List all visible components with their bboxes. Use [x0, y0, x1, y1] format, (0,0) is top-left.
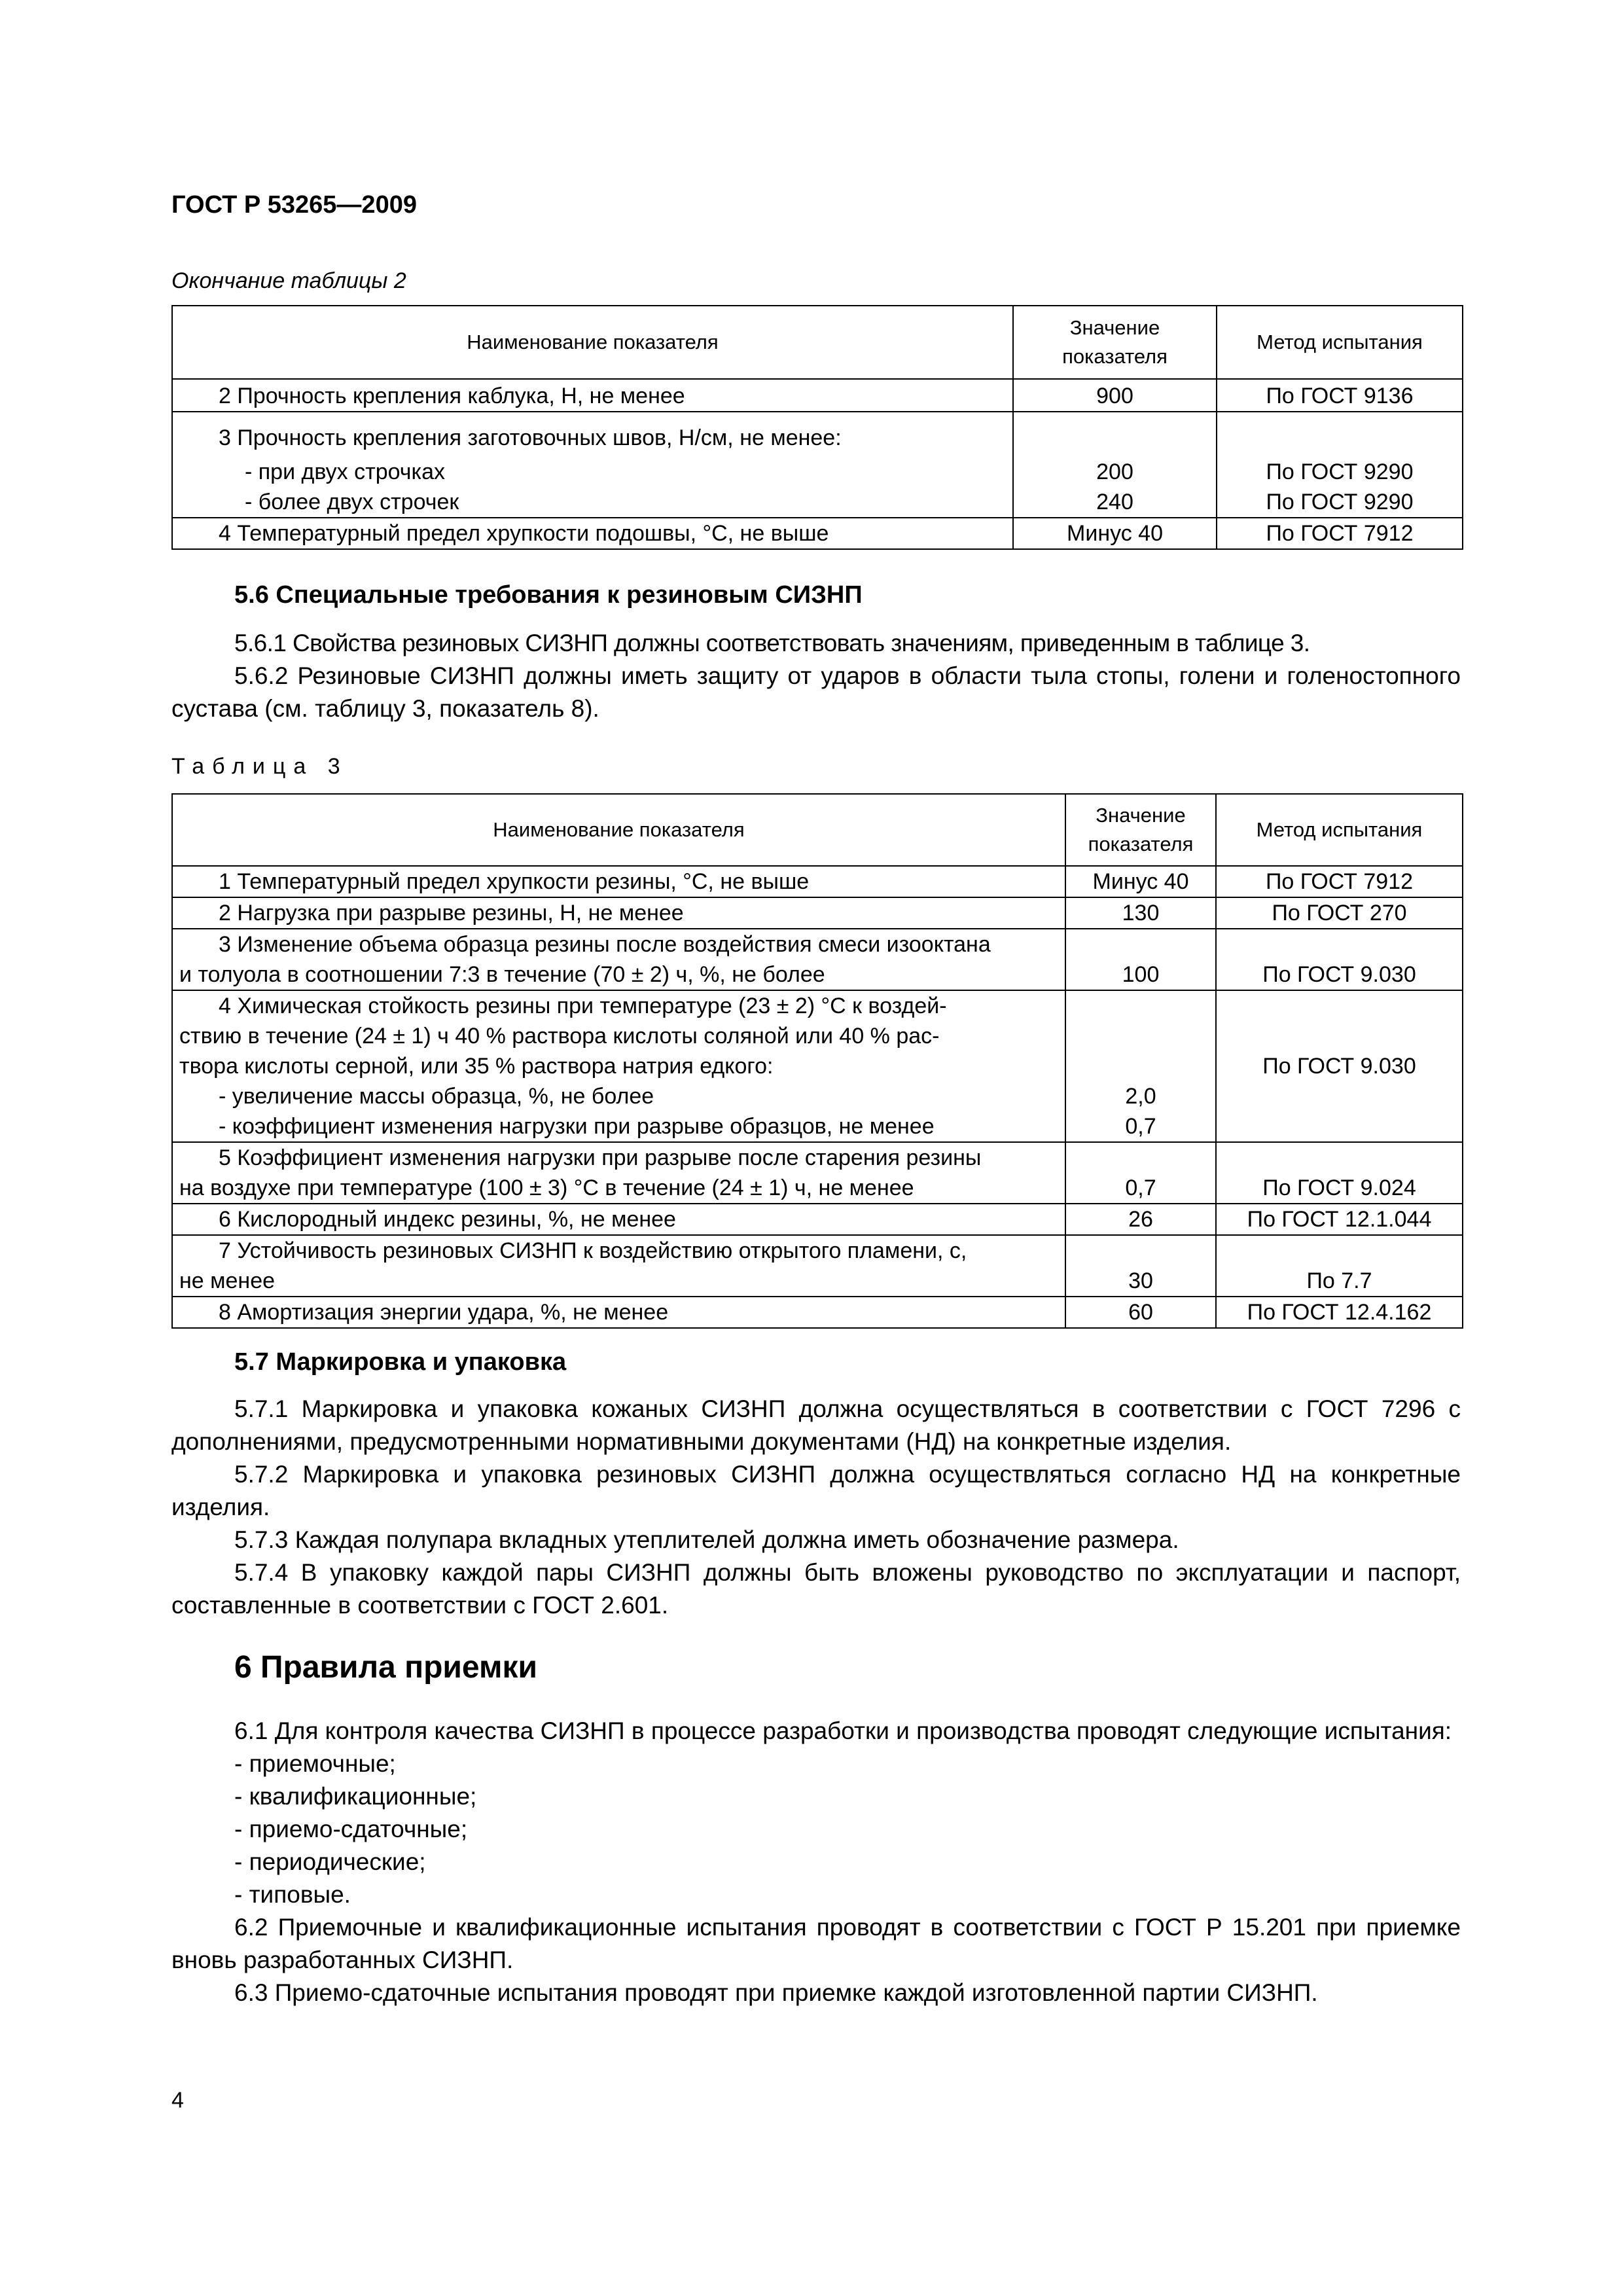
table2-col-value: Значение показателя	[1013, 306, 1217, 379]
table3-col-name: Наименование показателя	[172, 794, 1065, 866]
paragraph: 5.6.2 Резиновые СИЗНП должны иметь защиту от ударов в области тыла стопы, голени и голеностопного сустава (см. таблицу 3, показатель 8).	[171, 662, 1461, 722]
table-row	[172, 990, 1463, 1142]
page-number: 4	[171, 2088, 184, 2113]
row-name: 3 Прочность крепления заготовочных швов, Н/см, не менее:	[219, 425, 842, 450]
section-5-7-title: 5.7 Маркировка и упаковка	[234, 1348, 567, 1376]
paragraph: 5.6.1 Свойства резиновых СИЗНП должны соответствовать значениям, приведенным в таблице 3.	[234, 630, 1310, 656]
section-6-title: 6 Правила приемки	[234, 1650, 538, 1685]
section-5-6-body	[171, 627, 1461, 725]
table2-col-name: Наименование показателя	[172, 306, 1013, 379]
row-name: 4 Температурный предел хрупкости подошвы, °С, не выше	[219, 521, 829, 546]
row-method: По ГОСТ 12.1.044	[1216, 1204, 1463, 1235]
row-method: По ГОСТ 9.024	[1216, 1142, 1463, 1204]
section-5-7-body	[171, 1393, 1461, 1622]
row-subitem: - коэффициент изменения нагрузки при разрыве образцов, не менее	[219, 1114, 935, 1139]
table3-caption: Таблица 3	[171, 754, 348, 779]
table2-caption: Окончание таблицы 2	[171, 268, 406, 293]
row-name-line: 4 Химическая стойкость резины при температуре (23 ± 2) °С к воздей-	[219, 994, 947, 1018]
table-row	[172, 518, 1463, 549]
row-subitem: - при двух строчках	[245, 459, 446, 484]
row-method: По 7.7	[1216, 1235, 1463, 1297]
table-row	[172, 1142, 1463, 1204]
paragraph: 5.7.1 Маркировка и упаковка кожаных СИЗНП должна осуществляться в соответствии с ГОСТ 7296 с дополнениями, предусмотренными нормативными документами (НД) на конкретные изделия.	[171, 1395, 1461, 1455]
row-method: По ГОСТ 12.4.162	[1216, 1297, 1463, 1328]
row-method: По ГОСТ 7912	[1216, 866, 1463, 897]
table-row	[172, 897, 1463, 929]
table2-header-row	[172, 306, 1463, 379]
table2-col-method: Метод испытания	[1217, 306, 1463, 379]
row-value: Минус 40	[1013, 518, 1217, 549]
row-subitem: - увеличение массы образца, %, не более	[219, 1084, 654, 1109]
row-name-line: не менее	[179, 1268, 276, 1293]
row-name-line: 3 Изменение объема образца резины после воздействия смеси изооктана	[219, 932, 991, 957]
paragraph: 6.1 Для контроля качества СИЗНП в процессе разработки и производства проводят следующие испытания:	[234, 1717, 1452, 1744]
row-name: 2 Нагрузка при разрыве резины, Н, не менее	[219, 901, 684, 925]
section-5-6-title: 5.6 Специальные требования к резиновым СИЗНП	[234, 581, 863, 609]
paragraph: 6.2 Приемочные и квалификационные испытания проводят в соответствии с ГОСТ Р 15.201 при приемке вновь разработанных СИЗНП.	[171, 1914, 1461, 1973]
row-value: 200	[1096, 459, 1133, 484]
table-row	[172, 1235, 1463, 1297]
row-name: 1 Температурный предел хрупкости резины, °С, не выше	[219, 869, 810, 894]
table-row	[172, 412, 1463, 518]
row-name-line: 7 Устойчивость резиновых СИЗНП к воздействию открытого пламени, с,	[219, 1238, 967, 1263]
row-name: 6 Кислородный индекс резины, %, не менее	[219, 1207, 676, 1232]
row-subitem: - более двух строчек	[245, 490, 459, 514]
row-name: 8 Амортизация энергии удара, %, не менее	[219, 1300, 669, 1325]
row-name-line: 5 Коэффициент изменения нагрузки при разрыве после старения резины	[219, 1145, 982, 1170]
row-value: 100	[1065, 929, 1216, 990]
row-method: По ГОСТ 9.030	[1216, 929, 1463, 990]
table3	[171, 793, 1463, 1329]
paragraph: 5.7.3 Каждая полупара вкладных утеплителей должна иметь обозначение размера.	[234, 1526, 1179, 1553]
table-row	[172, 866, 1463, 897]
row-name-line: ствию в течение (24 ± 1) ч 40 % раствора кислоты соляной или 40 % рас-	[179, 1024, 940, 1049]
row-name-line: твора кислоты серной, или 35 % раствора натрия едкого:	[179, 1054, 774, 1079]
row-value: 900	[1013, 379, 1217, 412]
row-value: 240	[1096, 490, 1133, 514]
table3-header-row	[172, 794, 1463, 866]
row-value: 2,0	[1125, 1084, 1156, 1109]
row-name-line: на воздухе при температуре (100 ± 3) °С в течение (24 ± 1) ч, не менее	[179, 1175, 914, 1200]
row-method: По ГОСТ 7912	[1217, 518, 1463, 549]
list-item: - квалификационные;	[234, 1783, 477, 1810]
row-method: По ГОСТ 9290	[1266, 459, 1414, 484]
table3-col-method: Метод испытания	[1216, 794, 1463, 866]
row-method: По ГОСТ 9.030	[1216, 990, 1463, 1142]
table-row	[172, 379, 1463, 412]
list-item: - типовые.	[234, 1881, 351, 1908]
row-method: По ГОСТ 9136	[1217, 379, 1463, 412]
row-method: По ГОСТ 9290	[1266, 490, 1414, 514]
row-value: 0,7	[1125, 1114, 1156, 1139]
row-value: Минус 40	[1065, 866, 1216, 897]
table-row	[172, 929, 1463, 990]
row-value: 60	[1065, 1297, 1216, 1328]
row-value: 26	[1065, 1204, 1216, 1235]
table-row	[172, 1204, 1463, 1235]
list-item: - периодические;	[234, 1848, 426, 1875]
row-name-line: и толуола в соотношении 7:3 в течение (70 ± 2) ч, %, не более	[179, 962, 825, 987]
row-method: По ГОСТ 270	[1216, 897, 1463, 929]
table-row	[172, 1297, 1463, 1328]
row-value: 0,7	[1065, 1142, 1216, 1204]
table3-col-value: Значение показателя	[1065, 794, 1216, 866]
document-header: ГОСТ Р 53265—2009	[171, 191, 417, 219]
row-value: 130	[1065, 897, 1216, 929]
paragraph: 5.7.4 В упаковку каждой пары СИЗНП должны быть вложены руководство по эксплуатации и паспорт, составленные в соответствии с ГОСТ 2.601.	[171, 1559, 1461, 1619]
row-value: 30	[1065, 1235, 1216, 1297]
row-name: 2 Прочность крепления каблука, Н, не менее	[219, 384, 685, 408]
table2	[171, 305, 1463, 550]
paragraph: 5.7.2 Маркировка и упаковка резиновых СИЗНП должна осуществляться согласно НД на конкретные изделия.	[171, 1461, 1461, 1520]
list-item: - приемо-сдаточные;	[234, 1816, 468, 1842]
paragraph: 6.3 Приемо-сдаточные испытания проводят при приемке каждой изготовленной партии СИЗНП.	[234, 1979, 1318, 2006]
list-item: - приемочные;	[234, 1750, 396, 1777]
section-6-body	[171, 1715, 1461, 2009]
